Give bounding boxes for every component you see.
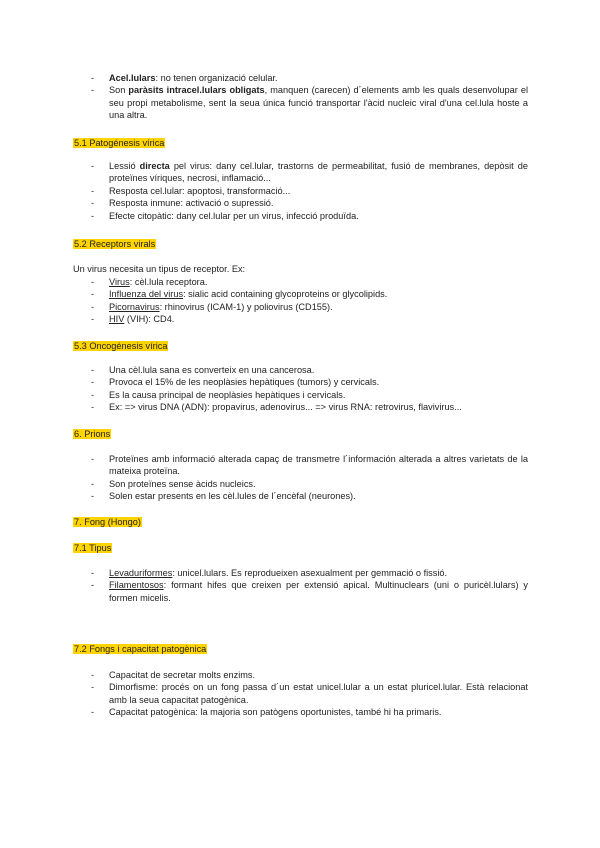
list-item: - Resposta inmune: activació o supressió. — [73, 197, 528, 209]
section-heading-7-2: 7.2 Fongs i capacitat patogènica — [74, 644, 207, 654]
list-item: - Resposta cel.lular: apoptosi, transformació... — [73, 185, 528, 197]
list-item: - Acel.lulars: no tenen organizació celular. — [73, 72, 528, 84]
section-heading-5-3: 5.3 Oncogénesis vírica — [74, 341, 168, 351]
list-7-2 — [73, 669, 528, 719]
list-item: - Solen estar presents en les cèl.lules de l´encèfal (neurones). — [73, 490, 528, 502]
list-item: - Levaduriformes: unicel.lulars. Es reprodueixen asexualment per gemmació o fissió. — [73, 567, 528, 579]
list-item: - Filamentosos: formant hifes que creixen per extensió apical. Multinuclears (uni o puricèl.lulars) y formen micelis. — [73, 579, 528, 604]
list-item: - Son proteïnes sense àcids nucleics. — [73, 478, 528, 490]
section-heading-7: 7. Fong (Hongo) — [74, 517, 141, 527]
section-heading-5-1: 5.1 Patogénesis vírica — [74, 138, 165, 148]
section-lead-5-2: Un virus necesita un tipus de receptor. Ex: — [73, 264, 246, 274]
list-item: - Capacitat de secretar molts enzims. — [73, 669, 528, 681]
list-item: - Provoca el 15% de les neoplàsies hepàtiques (tumors) y cervicals. — [73, 376, 528, 388]
list-item: - Virus: cèl.lula receptora. — [73, 276, 528, 288]
list-item: - Influenza del virus: sialic acid containing glycoproteins or glycolipids. — [73, 288, 528, 300]
list-item: - Es la causa principal de neoplàsies hepàtiques i cervicals. — [73, 389, 528, 401]
list-item: - Dimorfisme: procés on un fong passa d´un estat unicel.lular a un estat pluricel.lular. Està relacionat amb la seua capacitat patogènica. — [73, 681, 528, 706]
list-item: - HIV (VIH): CD4. — [73, 313, 528, 325]
list-item: - Una cèl.lula sana es converteix en una cancerosa. — [73, 364, 528, 376]
list-item: - Son paràsits intracel.lulars obligats, manquen (carecen) d´elements amb les quals desenvolupar el seu propi metabolisme, sent la seua única funció transportar l'àcid nucleic viral d'una cel.lula hoste a una altra. — [73, 84, 528, 121]
list-item: - Ex: => virus DNA (ADN): propavirus, adenovirus... => virus RNA: retrovirus, flavivirus... — [73, 401, 528, 413]
section-heading-5-2: 5.2 Receptors virals — [74, 239, 156, 249]
list-5-3 — [73, 364, 528, 414]
intro-list — [73, 72, 528, 122]
section-heading-6: 6. Prions — [74, 429, 111, 439]
list-item: - Lessió directa pel virus: dany cel.lular, trastorns de permeabilitat, fusió de membranes, depòsit de proteïnes víriques, necrosi, inflamació... — [73, 160, 528, 185]
list-5-2 — [73, 276, 528, 326]
list-item: - Proteïnes amb informació alterada capaç de transmetre l´información alterada a altres varietats de la mateixa proteïna. — [73, 453, 528, 478]
list-item: - Efecte citopàtic: dany cel.lular per un virus, infecció produïda. — [73, 210, 528, 222]
list-6 — [73, 453, 528, 503]
section-heading-7-1: 7.1 Tipus — [74, 543, 112, 553]
list-5-1 — [73, 160, 528, 222]
list-item: - Capacitat patogènica: la majoria son patògens oportunistes, també hi ha primaris. — [73, 706, 528, 718]
list-7-1 — [73, 567, 528, 604]
list-item: - Picornavirus: rhinovirus (ICAM-1) y poliovirus (CD155). — [73, 301, 528, 313]
